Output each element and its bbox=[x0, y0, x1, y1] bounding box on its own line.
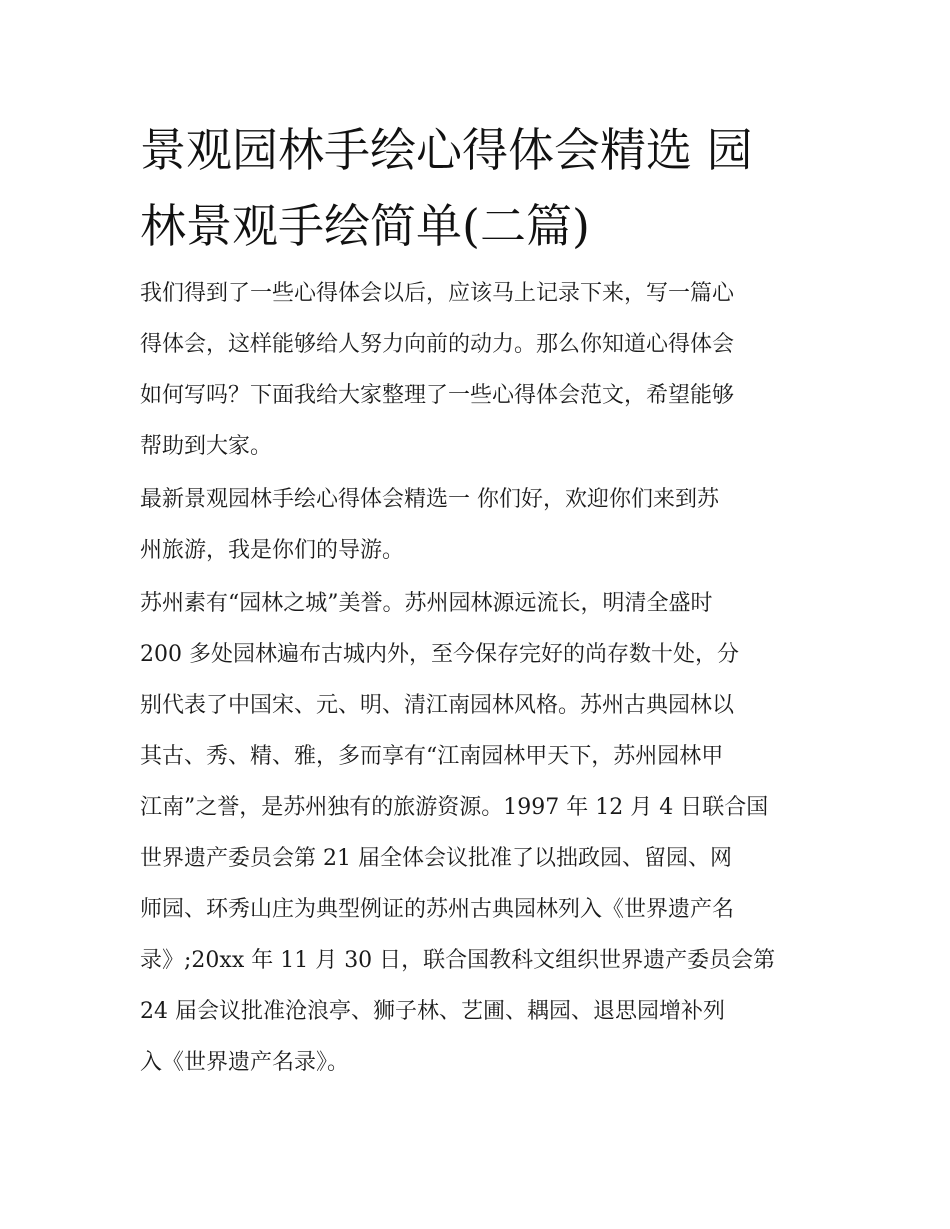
text-line: 我们得到了一些心得体会以后，应该马上记录下来，写一篇心 bbox=[140, 281, 735, 306]
text-line: 录》;20xx 年 11 月 30 日，联合国教科文组织世界遗产委员会第 bbox=[140, 948, 776, 973]
text-line: 24 届会议批准沧浪亭、狮子林、艺圃、耦园、退思园增补列 bbox=[140, 999, 725, 1024]
intro-paragraph bbox=[140, 268, 812, 472]
text-line: 如何写吗？下面我给大家整理了一些心得体会范文，希望能够 bbox=[140, 383, 735, 408]
text-line: 苏州素有“园林之城”美誉。苏州园林源远流长，明清全盛时 bbox=[140, 591, 713, 616]
text-line: 别代表了中国宋、元、明、清江南园林风格。苏州古典园林以 bbox=[140, 693, 735, 718]
text-line: 师园、环秀山庄为典型例证的苏州古典园林列入《世界遗产名 bbox=[140, 897, 735, 922]
title-line: 林景观手绘简单(二篇) bbox=[140, 199, 590, 253]
document-body bbox=[140, 112, 812, 1090]
document-title bbox=[140, 112, 812, 264]
text-line: 江南”之誉，是苏州独有的旅游资源。1997 年 12 月 4 日联合国 bbox=[140, 795, 769, 820]
text-line: 入《世界遗产名录》。 bbox=[140, 1050, 350, 1075]
text-line: 世界遗产委员会第 21 届全体会议批准了以拙政园、留园、网 bbox=[140, 846, 732, 871]
suzhou-gardens-paragraph bbox=[140, 578, 812, 1088]
text-line: 其古、秀、精、雅，多而享有“江南园林甲天下，苏州园林甲 bbox=[140, 744, 724, 769]
title-line: 景观园林手绘心得体会精选 园 bbox=[140, 123, 753, 177]
text-line: 最新景观园林手绘心得体会精选一 你们好，欢迎你们来到苏 bbox=[140, 487, 719, 512]
text-line: 200 多处园林遍布古城内外，至今保存完好的尚存数十处，分 bbox=[140, 642, 739, 667]
text-line: 得体会，这样能够给人努力向前的动力。那么你知道心得体会 bbox=[140, 332, 735, 357]
section-one-paragraph bbox=[140, 474, 812, 576]
text-line: 州旅游，我是你们的导游。 bbox=[140, 538, 405, 563]
text-line: 帮助到大家。 bbox=[140, 434, 273, 459]
